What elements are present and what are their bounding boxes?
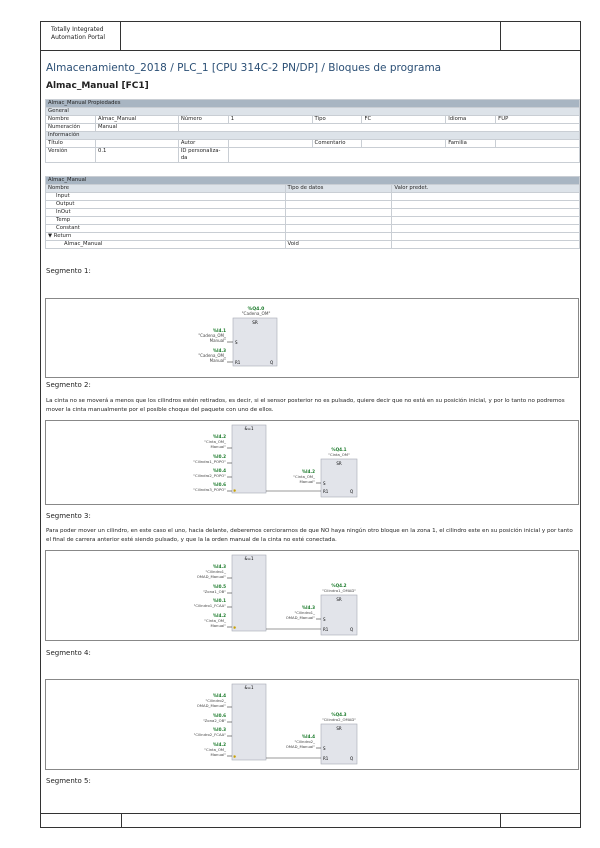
prop-cell bbox=[228, 148, 579, 163]
prop-id-line2: da bbox=[180, 155, 188, 161]
ladder-diagram-4 bbox=[46, 680, 578, 769]
row-type bbox=[285, 209, 392, 217]
properties-row bbox=[46, 140, 580, 148]
prop-cell: Autor bbox=[178, 140, 228, 148]
prop-cell: Versión bbox=[46, 148, 96, 163]
coil-name: "Cilindro1_OMAD" bbox=[321, 588, 357, 593]
in-name: "Cinta_OM_ bbox=[204, 439, 226, 444]
in-name: OMAD_Manual" bbox=[196, 574, 226, 579]
prop-cell: Número bbox=[178, 116, 228, 124]
in-name: Manual" bbox=[210, 444, 226, 449]
page-frame bbox=[40, 21, 581, 828]
coil-name: "Cinta_OM" bbox=[328, 452, 350, 457]
and-block[interactable] bbox=[232, 425, 266, 493]
r-address: %I4.4 bbox=[301, 734, 315, 739]
col-nombre: Nombre bbox=[46, 185, 286, 193]
in-name: "Zona2_OB" bbox=[202, 718, 226, 723]
segment-4-label: Segmento 4: bbox=[46, 649, 91, 657]
r-name-2: Manual" bbox=[299, 479, 315, 484]
in-address: %I4.3 bbox=[212, 564, 226, 569]
segment-2-label: Segmento 2: bbox=[46, 381, 91, 389]
segment-5-label: Segmento 5: bbox=[46, 777, 91, 785]
segment-2-diagram bbox=[45, 420, 579, 505]
prop-cell bbox=[362, 140, 446, 148]
s-address: %I4.1 bbox=[212, 328, 226, 333]
prop-cell: FUP bbox=[496, 116, 580, 124]
table-row bbox=[46, 225, 580, 233]
table-row bbox=[46, 217, 580, 225]
row-name: Almac_Manual bbox=[46, 241, 286, 249]
in-address: %I0.4 bbox=[212, 468, 226, 473]
in-name: "Cilindro1_POPO" bbox=[193, 459, 226, 464]
in-name: "Zona1_OB" bbox=[202, 589, 226, 594]
r-name-2: Manual" bbox=[209, 358, 226, 363]
prop-cell: Idioma bbox=[446, 116, 496, 124]
in-address: %I0.3 bbox=[212, 727, 226, 732]
q-pin: Q bbox=[350, 489, 354, 494]
in-name: OMAD_Manual" bbox=[196, 703, 226, 708]
interface-table bbox=[45, 176, 580, 249]
sr-block[interactable] bbox=[233, 318, 277, 366]
properties-row bbox=[46, 148, 580, 163]
row-name-text: Return bbox=[53, 233, 72, 239]
in-address: %I4.2 bbox=[212, 434, 226, 439]
header-line-1: Totally Integrated bbox=[51, 26, 104, 33]
header-product bbox=[41, 22, 121, 50]
coil-address: %Q4.1 bbox=[331, 447, 347, 452]
row-type bbox=[285, 201, 392, 209]
r-address: %I4.3 bbox=[301, 605, 315, 610]
s-pin: S bbox=[235, 340, 238, 345]
and-label: &=1 bbox=[244, 426, 254, 431]
in-address: %I0.6 bbox=[212, 713, 226, 718]
row-type bbox=[285, 217, 392, 225]
in-name: "Cilindro2_FCAA" bbox=[193, 732, 226, 737]
and-label: &=1 bbox=[244, 685, 254, 690]
q-pin: Q bbox=[350, 756, 354, 761]
r1-pin: R1 bbox=[323, 756, 329, 761]
prop-id-line1: ID personaliza- bbox=[180, 148, 221, 154]
segment-3-description: Para poder mover un cilindro, en este caso el uno, hacia delante, deberemos cerciorarnos de que NO haya ningún otro bloque en la zona 1, el cilindro este en su posición inicial y por tanto el final de carrera anterior esté siendo pulsado, y que la la orden manual de la cinta no esté conectada. bbox=[46, 528, 573, 543]
properties-row bbox=[46, 116, 580, 124]
segment-4-diagram bbox=[45, 679, 579, 770]
in-name: "Cinta_OM_ bbox=[204, 618, 226, 623]
block-title: Almac_Manual [FC1] bbox=[46, 81, 149, 91]
in-name: "Cilindro2_ bbox=[205, 698, 226, 703]
row-name bbox=[46, 233, 286, 241]
row-name: Constant bbox=[46, 225, 286, 233]
prop-cell: Tipo bbox=[312, 116, 362, 124]
s-pin: S bbox=[323, 746, 326, 751]
prop-cell: Nombre bbox=[46, 116, 96, 124]
header-line-2: Automation Portal bbox=[51, 34, 106, 41]
in-name: "Cilindro3_POPO" bbox=[193, 487, 226, 492]
s-pin: S bbox=[323, 617, 326, 622]
prop-cell: Título bbox=[46, 140, 96, 148]
and-block[interactable] bbox=[232, 555, 266, 631]
r1-pin: R1 bbox=[323, 489, 329, 494]
in-name: "Cilindro1_FCAA" bbox=[193, 603, 226, 608]
segment-2-description: La cinta no se moverá a menos que los cilindros estén retirados, es decir, si el sensor posterior no es pulsado, quiere decir que no está en su posición inicial, y por lo tanto no podremos mover la cinta manualmente por el posible choque del paquete con uno de ellos. bbox=[46, 398, 565, 413]
s-name-2: Manual" bbox=[209, 338, 226, 343]
in-name: "Cilindro1_ bbox=[205, 569, 226, 574]
sr-label: SR bbox=[336, 461, 342, 466]
coil-address: %Q4.2 bbox=[331, 583, 347, 588]
table-row bbox=[46, 241, 580, 249]
row-name: Output bbox=[46, 201, 286, 209]
expand-triangle-icon[interactable]: ▼ bbox=[48, 233, 54, 239]
row-default bbox=[392, 201, 580, 209]
footer-divider bbox=[121, 814, 122, 827]
ladder-diagram-2 bbox=[46, 421, 578, 504]
in-name: "Cinta_OM_ bbox=[204, 747, 226, 752]
prop-cell: Familia bbox=[446, 140, 496, 148]
table-row bbox=[46, 233, 580, 241]
r-name-2: OMAD_Manual" bbox=[285, 615, 315, 620]
r1-pin: R1 bbox=[235, 360, 241, 365]
in-name: "Cilindro2_POPO" bbox=[193, 473, 226, 478]
interface-title: Almac_Manual bbox=[46, 177, 580, 185]
segment-3-label: Segmento 3: bbox=[46, 512, 91, 520]
r-name-1: "Cilindro1_ bbox=[294, 610, 315, 615]
r-name-1: "Cadena_OM_ bbox=[198, 353, 226, 358]
page-footer bbox=[41, 813, 580, 827]
r-name-1: "Cinta_OM_ bbox=[293, 474, 315, 479]
row-name: Input bbox=[46, 193, 286, 201]
row-default bbox=[392, 233, 580, 241]
row-name: InOut bbox=[46, 209, 286, 217]
table-row bbox=[46, 201, 580, 209]
prop-cell: Almac_Manual bbox=[95, 116, 178, 124]
segment-1-diagram bbox=[45, 298, 579, 378]
sr-label: SR bbox=[252, 320, 258, 325]
and-block[interactable] bbox=[232, 684, 266, 760]
r-name-1: "Cilindro2_ bbox=[294, 739, 315, 744]
row-name: Temp bbox=[46, 217, 286, 225]
prop-cell: 1 bbox=[228, 116, 312, 124]
prop-cell bbox=[496, 140, 580, 148]
r1-pin: R1 bbox=[323, 627, 329, 632]
coil-address: %Q4.0 bbox=[247, 307, 265, 312]
row-type bbox=[285, 193, 392, 201]
prop-cell: Comentario bbox=[312, 140, 362, 148]
negate-icon: ✱ bbox=[233, 488, 237, 493]
prop-cell bbox=[178, 124, 579, 132]
general-header: General bbox=[46, 108, 580, 116]
row-type bbox=[285, 233, 392, 241]
q-pin: Q bbox=[350, 627, 354, 632]
in-address: %I0.1 bbox=[212, 598, 226, 603]
negate-icon: ✱ bbox=[233, 754, 237, 759]
in-address: %I0.2 bbox=[212, 454, 226, 459]
r-name-2: OMAD_Manual" bbox=[285, 744, 315, 749]
in-address: %I4.4 bbox=[212, 693, 226, 698]
in-address: %I4.2 bbox=[212, 742, 226, 747]
info-header: Información bbox=[46, 132, 580, 140]
document-title: Almacenamiento_2018 / PLC_1 [CPU 314C-2 PN/DP] / Bloques de programa bbox=[46, 62, 442, 74]
col-tipo: Tipo de datos bbox=[285, 185, 392, 193]
negate-icon: ✱ bbox=[233, 625, 237, 630]
r-address: %I4.3 bbox=[212, 348, 226, 353]
in-address: %I4.2 bbox=[212, 613, 226, 618]
and-label: &=1 bbox=[244, 556, 254, 561]
in-name: Manual" bbox=[210, 623, 226, 628]
coil-name: "Cadena_OM" bbox=[241, 311, 271, 316]
in-address: %I0.6 bbox=[212, 482, 226, 487]
segment-3-diagram bbox=[45, 550, 579, 641]
row-type bbox=[285, 225, 392, 233]
in-address: %I0.5 bbox=[212, 584, 226, 589]
table-row bbox=[46, 193, 580, 201]
row-default bbox=[392, 209, 580, 217]
s-pin: S bbox=[323, 481, 326, 486]
prop-cell: Numeración bbox=[46, 124, 96, 132]
table-row bbox=[46, 209, 580, 217]
page-header bbox=[41, 22, 580, 51]
prop-cell bbox=[95, 140, 178, 148]
sr-label: SR bbox=[336, 597, 342, 602]
header-divider bbox=[500, 22, 501, 50]
prop-cell: 0.1 bbox=[95, 148, 178, 163]
coil-name: "Cilindro2_OMAD" bbox=[321, 717, 357, 722]
col-valor: Valor predet. bbox=[392, 185, 580, 193]
row-default bbox=[392, 225, 580, 233]
row-default bbox=[392, 193, 580, 201]
properties-header: Almac_Manual Propiedades bbox=[46, 100, 580, 108]
prop-cell bbox=[228, 140, 312, 148]
properties-row bbox=[46, 124, 580, 132]
prop-cell bbox=[178, 148, 228, 163]
prop-cell: Manual bbox=[95, 124, 178, 132]
properties-table bbox=[45, 99, 580, 163]
ladder-diagram-3 bbox=[46, 551, 578, 640]
s-name-1: "Cadena_OM_ bbox=[198, 333, 226, 338]
q-pin: Q bbox=[270, 360, 274, 365]
row-default bbox=[392, 217, 580, 225]
row-type: Void bbox=[285, 241, 392, 249]
footer-divider bbox=[500, 814, 501, 827]
sr-label: SR bbox=[336, 726, 342, 731]
r-address: %I4.2 bbox=[301, 469, 315, 474]
segment-1-label: Segmento 1: bbox=[46, 267, 91, 275]
in-name: Manual" bbox=[210, 752, 226, 757]
coil-address: %Q4.3 bbox=[331, 712, 347, 717]
ladder-diagram-1 bbox=[46, 299, 578, 377]
prop-cell: FC bbox=[362, 116, 446, 124]
row-default bbox=[392, 241, 580, 249]
